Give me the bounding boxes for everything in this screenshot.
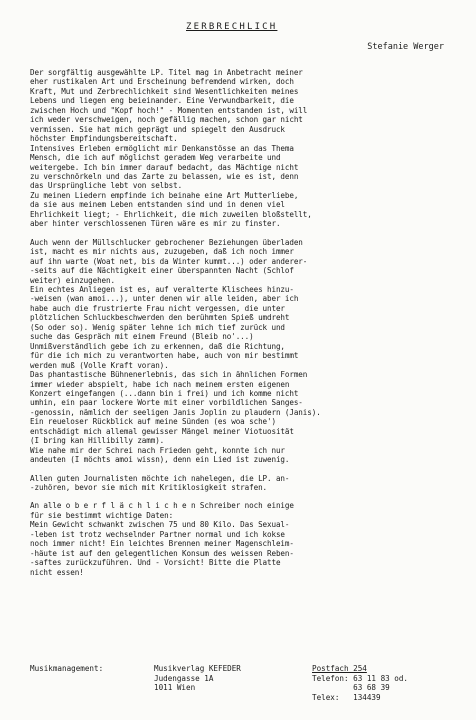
text-line: plötzlichen Schluckbeschwerden den berühmten Spieß umdreht: [30, 313, 290, 323]
management-label-text: Musikmanagement:: [30, 664, 104, 673]
text-line: für sie bestimmt wichtige Daten:: [30, 510, 174, 520]
publisher-company: Musikverlag KEFEDER: [154, 664, 241, 673]
text-line: weitergebe. Ich bin immer darauf bedacht, das Mächtige nicht: [30, 162, 299, 172]
text-line: Kraft, Mut und Zerbrechlichkeit sind Wesentlichkeiten meines: [30, 86, 299, 96]
contact-line: Telex: 134439: [312, 692, 381, 702]
text-line: weiter) einzugehen.: [30, 275, 115, 285]
text-line: eher rustikalen Art und Erscheinung befremdend wirken, doch: [30, 77, 294, 87]
publisher-street: Judengasse 1A: [154, 673, 214, 683]
text-line: Ein reueloser Rückblick auf meine Sünden (es woa sche'): [30, 417, 276, 427]
letter-body: [30, 68, 466, 586]
text-line: -seits auf die Nächtigkeit einer überspannten Nacht (Schlof: [30, 266, 294, 276]
text-line: (So oder so). Wenig später lehne ich mich tief zurück und: [30, 322, 285, 332]
text-line: Allen guten Journalisten möchte ich nahelegen, die LP. an-: [30, 473, 290, 483]
text-line: höchster Empfindungsbereitschaft.: [30, 134, 178, 144]
text-line: Mein Gewicht schwankt zwischen 75 und 80 Kilo. Das Sexual-: [30, 520, 290, 530]
text-line: -saftes zurückzuführen. Und - Vorsicht! Bitte die Platte: [30, 558, 281, 568]
text-line: Das phantastische Bühnenerlebnis, das sich in ähnlichen Formen: [30, 370, 308, 380]
text-line: ist, macht es mir nichts aus, zuzugeben, daß ich noch immer: [30, 247, 294, 257]
text-line: Zu meinen Liedern empfinde ich beinahe eine Art Mutterliebe,: [30, 190, 299, 200]
contact-line: 63 68 39: [312, 683, 390, 693]
management-label: [30, 664, 103, 674]
text-line: suche das Gespräch mit einem Freund (Bleib no'...): [30, 332, 254, 342]
paragraph: [30, 474, 466, 493]
contact-details: [312, 664, 408, 702]
text-line: auf ihn warte (Woat net, bis da Winter kummt...) oder anderer-: [30, 256, 308, 266]
text-line: Intensives Erleben ermöglicht mir Denkanstösse an das Thema: [30, 143, 294, 153]
contact-line: Telefon: 63 11 83 od.: [312, 673, 409, 683]
text-line: Konzert eingefangen (...dann bin i frei) und ich komme nicht: [30, 388, 299, 398]
text-line: andeuten (I möchts amoi wissn), denn ein Lied ist zuwenig.: [30, 455, 290, 465]
text-line: -leben ist trotz wechselnder Partner normal und ich kokse: [30, 529, 285, 539]
text-line: Unmißverständlich gebe ich zu erkennen, daß die Richtung,: [30, 341, 285, 351]
text-line: Der sorgfältig ausgewählte LP. Titel mag in Anbetracht meiner: [30, 68, 303, 77]
author-name: Stefanie Werger: [367, 42, 444, 52]
text-line: werden muß (Volle Kraft voran).: [30, 360, 169, 370]
paragraph: [30, 501, 466, 577]
text-line: Lebens und liegen eng beieinander. Eine Verwundbarkeit, die: [30, 96, 294, 106]
text-line: (I bring kan Hillibilly zamm).: [30, 436, 165, 446]
contact-line: Postfach 254: [312, 664, 367, 673]
paragraph: [30, 68, 466, 229]
text-line: Wie nahe mir der Schrei nach Frieden geht, konnte ich nur: [30, 445, 285, 455]
text-line: Mensch, die ich auf möglichst geradem Weg verarbeite und: [30, 153, 281, 163]
text-line: zu verschnörkeln und das Zarte zu belassen, wie es ist, denn: [30, 171, 299, 181]
text-line: das Ursprüngliche lebt von selbst.: [30, 181, 183, 191]
text-line: umhin, ein paar lockere Worte mit einer vorbildlichen Sanges-: [30, 398, 303, 408]
text-line: -häute ist auf den gelegentlichen Konsum des weissen Reben-: [30, 548, 294, 558]
text-line: zwischen Hoch und "Kopf hoch!" - Momenten entstanden ist, will: [30, 105, 308, 115]
text-line: Ein echtes Anliegen ist es, auf veralterte Klischees hinzu-: [30, 284, 294, 294]
publisher-city: 1011 Wien: [154, 683, 196, 693]
paragraph: [30, 238, 466, 465]
text-line: An alle o b e r f l ä c h l i c h e n Schreiber noch einige: [30, 501, 294, 511]
text-line: aber hinter verschlossenen Türen wäre es mir zu finster.: [30, 219, 281, 229]
text-line: vermissen. Sie hat mich geprägt und spiegelt den Ausdruck: [30, 124, 285, 134]
document-title: ZERBRECHLICH: [186, 22, 278, 32]
text-line: habe auch die frustrierte Frau nicht vergessen, die unter: [30, 303, 285, 313]
text-line: noch immer nicht! Ein leichtes Brennen meiner Magenschleim-: [30, 539, 294, 549]
text-line: da sie aus meinem Leben entstanden sind und in denen viel: [30, 200, 285, 210]
text-line: nicht essen!: [30, 567, 84, 577]
text-line: -zuhören, bevor sie mich mit Kritiklosigkeit strafen.: [30, 483, 268, 493]
text-line: entschädigt mich allemal gewisser Mängel meiner Viotuosität: [30, 426, 294, 436]
text-line: -weisen (wan amoi...), unter denen wir alle leiden, aber ich: [30, 294, 299, 304]
text-line: Auch wenn der Müllschlucker gebrochener Beziehungen überladen: [30, 237, 303, 247]
text-line: -genossin, nämlich der seeligen Janis Joplin zu plaudern (Janis).: [30, 407, 321, 417]
text-line: immer wieder abspielt, habe ich nach meinem ersten eigenen: [30, 379, 290, 389]
text-line: ich weder verschweigen, noch gefällig machen, schon gar nicht: [30, 115, 303, 125]
text-line: für die ich mich zu verantworten habe, auch von mir bestimmt: [30, 351, 299, 361]
text-line: Ehrlichkeit liegt; - Ehrlichkeit, die mich zuweilen bloßstellt,: [30, 209, 312, 219]
publisher-address: [154, 664, 241, 693]
